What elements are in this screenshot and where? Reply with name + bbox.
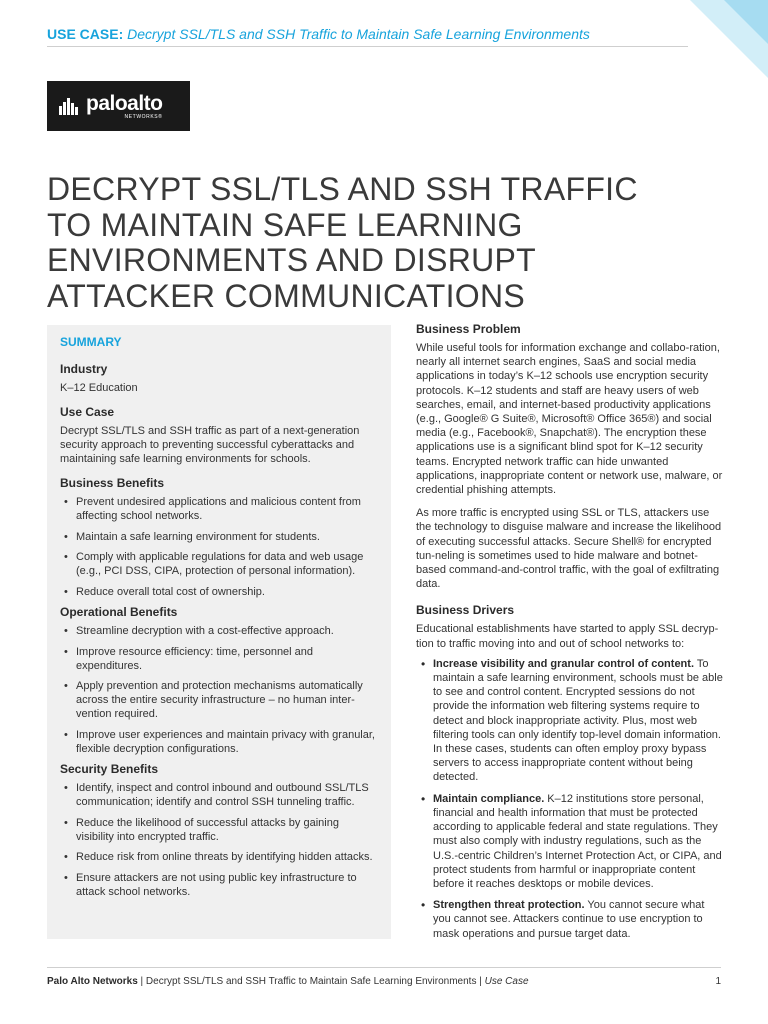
driver-text: K–12 institutions store personal, financial and health information that must be protected according to applicable federal and state regulations. They must also comply with industry regulations, such as the U.S.-centric Children’s Internet Protection Act, or CIPA, and protect students from harmful or inappropriate content before it reaches desktops or mobile devices.	[433, 792, 722, 890]
logo-wordmark: paloalto	[86, 91, 163, 115]
use-case-heading: Use Case	[60, 405, 115, 419]
business-problem-paragraph-2: As more traffic is encrypted using SSL or TLS, attackers use the technology to disguise malware and increase the likelihood of executing successful attacks. Secure Shell® for encrypted tun-neling is sometimes used to hide malware and botnet-based command-and-control traffic, with the goal of exfiltrating data.	[416, 507, 722, 591]
list-item: • Improve user experiences and maintain privacy with granular, flexible decryption configurations.	[60, 728, 379, 756]
use-case-label: USE CASE:	[47, 26, 124, 42]
list-item	[416, 657, 724, 785]
list-item: • Reduce the likelihood of successful attacks by gaining visibility into encrypted traffic.	[60, 816, 379, 844]
logo-subtext: NETWORKS®	[124, 113, 163, 120]
paloalto-logo-icon	[59, 95, 81, 117]
industry-heading: Industry	[60, 362, 108, 376]
list-item: • Maintain a safe learning environment for students.	[60, 530, 379, 544]
industry-value: K–12 Education	[60, 382, 138, 394]
business-benefits-list	[60, 495, 379, 599]
operational-benefits-list	[60, 624, 379, 756]
use-case-title: Decrypt SSL/TLS and SSH Traffic to Maintain Safe Learning Environments	[127, 26, 590, 42]
list-item: • Prevent undesired applications and malicious content from affecting school networks.	[60, 495, 379, 523]
footer	[47, 976, 529, 987]
page-number: 1	[715, 976, 721, 987]
paloalto-logo	[47, 81, 190, 131]
list-item: • Ensure attackers are not using public key infrastructure to attack school networks.	[60, 871, 379, 899]
summary-heading: SUMMARY	[60, 335, 122, 349]
list-item	[416, 898, 724, 941]
security-benefits-heading: Security Benefits	[60, 762, 159, 776]
list-item: • Streamline decryption with a cost-effective approach.	[60, 624, 379, 638]
list-item: • Reduce risk from online threats by identifying hidden attacks.	[60, 850, 379, 864]
business-drivers-list	[416, 657, 724, 941]
list-item: • Improve resource efficiency: time, personnel and expenditures.	[60, 645, 379, 673]
driver-text: To maintain a safe learning environment, schools must be able to see and control content. Encrypted sessions do not provide the information web filtering systems require to detect and block inappropriate activity. Plus, most web filtering tools can only identify top-level domain information. In these cases, students can often employ proxy bypass servers to access inappropriate content without being detected.	[433, 657, 723, 784]
footer-company: Palo Alto Networks	[47, 976, 138, 987]
business-drivers-intro: Educational establishments have started to apply SSL decryp-tion to traffic moving into and out of school networks to:	[416, 623, 719, 650]
driver-lead: Strengthen threat protection.	[433, 899, 585, 912]
use-case-header	[47, 26, 590, 42]
use-case-description: Decrypt SSL/TLS and SSH traffic as part of a next-generation security approach to preventing successful cyberattacks and maintaining safe learning environments for schools.	[60, 425, 360, 465]
list-item: • Comply with applicable regulations for data and web usage (e.g., PCI DSS, CIPA, protection of personal information).	[60, 550, 379, 578]
page-title: DECRYPT SSL/TLS AND SSH TRAFFIC TO MAINTAIN SAFE LEARNING ENVIRONMENTS AND DISRUPT ATTACKER COMMUNICATIONS	[47, 171, 638, 314]
driver-lead: Increase visibility and granular control of content.	[433, 657, 694, 670]
summary-panel	[47, 325, 391, 939]
footer-doc-type: Use Case	[484, 976, 529, 987]
list-item: • Reduce overall total cost of ownership.	[60, 585, 379, 599]
business-problem-heading: Business Problem	[416, 322, 521, 336]
driver-lead: Maintain compliance.	[433, 792, 545, 805]
operational-benefits-heading: Operational Benefits	[60, 605, 178, 619]
business-benefits-heading: Business Benefits	[60, 476, 165, 490]
list-item: • Apply prevention and protection mechanisms automatically across the entire security infrastructure – no human inter-vention required.	[60, 679, 379, 721]
header-divider	[47, 46, 688, 47]
list-item: • Identify, inspect and control inbound and outbound SSL/TLS communication; identify and control SSH tunneling traffic.	[60, 781, 379, 809]
footer-divider	[47, 967, 721, 968]
business-problem-paragraph-1: While useful tools for information exchange and collabo-ration, nearly all internet search engines, SaaS and social media applications in today’s K–12 schools use encryption security protocols. K–12 students and staff are heavy users of web searches, email, and internet-based productivity applications (e.g., Google® G Suite®, Microsoft® Office 365®) and social media (e.g., Facebook®, Snapchat®). The encryption these applications use is a significant blind spot for K–12 security teams. Encrypted network traffic can hide unwanted applications, inappropriate content or network use, malware, or credential phishing attempts.	[416, 342, 723, 497]
list-item	[416, 792, 724, 891]
main-content	[416, 322, 724, 948]
footer-title: | Decrypt SSL/TLS and SSH Traffic to Maintain Safe Learning Environments |	[137, 976, 485, 987]
corner-decoration-inner	[724, 0, 768, 44]
security-benefits-list	[60, 781, 379, 899]
business-drivers-heading: Business Drivers	[416, 603, 515, 618]
driver-text: You cannot secure what you cannot see. Attackers continue to use encryption to mask operations and pursue target data.	[433, 899, 705, 940]
